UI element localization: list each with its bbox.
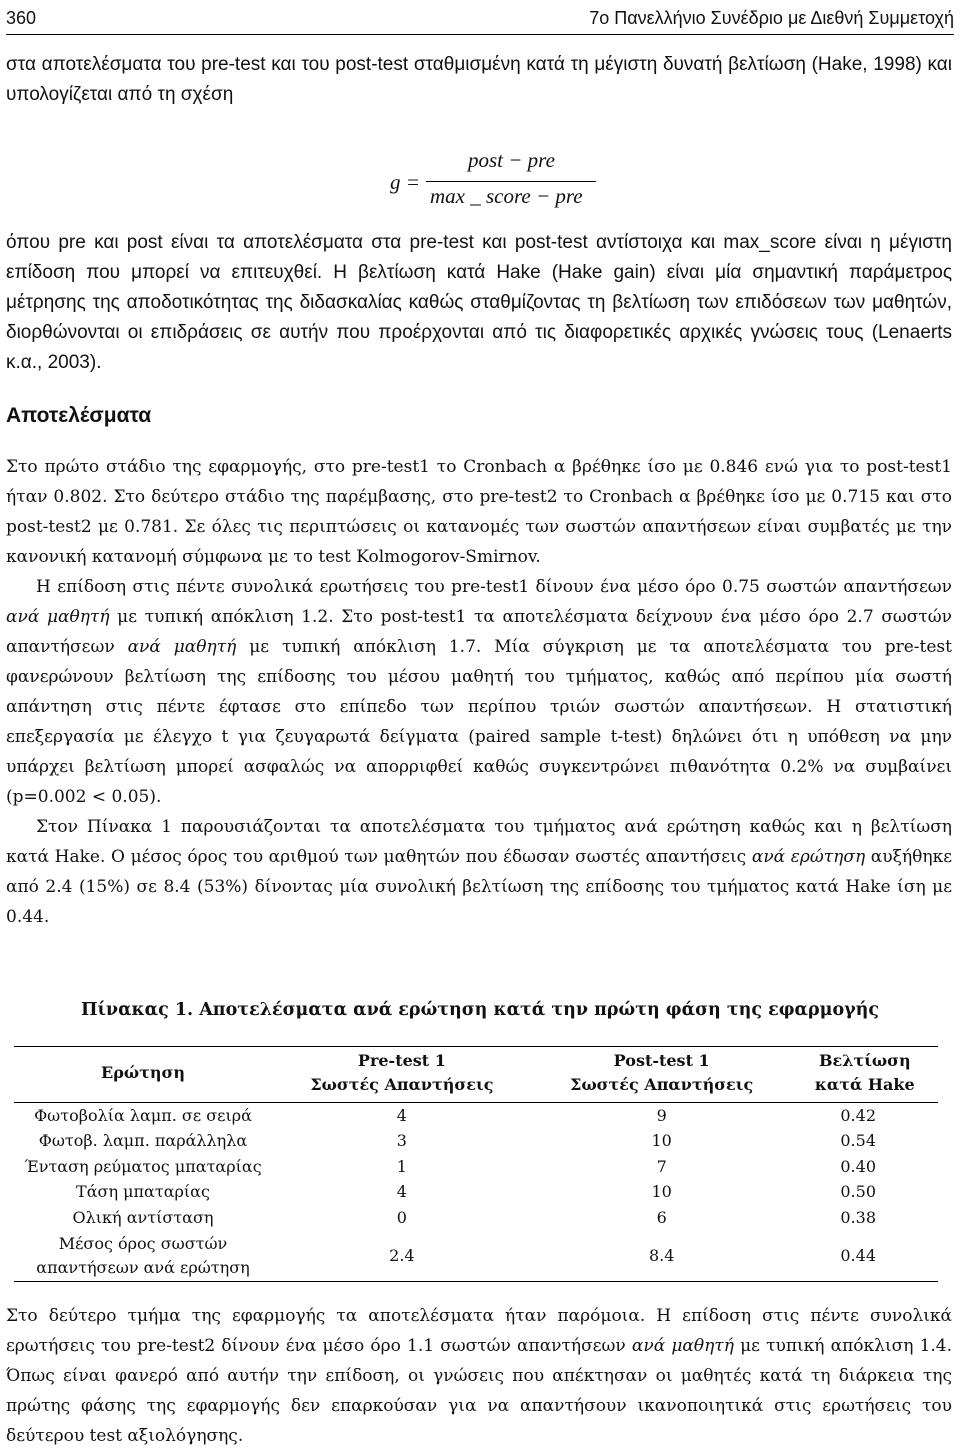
text-run: αυξήθηκε από 2.4 (15%) σε 8.4 (53%) δίνοντας μία συνολική βελτίωση της επίδοσης του τμήματος κατά Hake ίση με 0.44.	[6, 847, 952, 927]
table-row	[14, 1103, 938, 1129]
header-question: Ερώτηση	[101, 1063, 185, 1082]
italic-run: ανά μαθητή	[127, 637, 237, 657]
cell-hake: 0.50	[840, 1182, 876, 1202]
italic-run: ανά ερώτηση	[751, 847, 866, 867]
text-run: με τυπική απόκλιση 1.4. Όπως είναι φανερό από αυτήν την επίδοση, οι γνώσεις που απέκτησαν οι μαθητές κατά τη διάρκεια της πρώτης φάσης της εφαρμογής δεν επαρκούσαν για να απαντήσουν ικανοποιητικά στις ερωτήσεις του δεύτερου test αξιολόγησης.	[6, 1336, 953, 1446]
header-line: Pre-test 1	[357, 1051, 446, 1070]
cell-hake: 0.54	[840, 1131, 876, 1151]
header-rule	[6, 34, 954, 35]
header-line: Post-test 1	[613, 1051, 710, 1070]
final-paragraph	[6, 1301, 952, 1451]
italic-run: ανά μαθητή	[631, 1336, 734, 1356]
results-paragraph-2	[6, 572, 952, 812]
cell-post: 8.4	[648, 1245, 675, 1265]
cell-pre: 2.4	[389, 1245, 415, 1265]
formula-lhs: g =	[390, 170, 420, 194]
cell-pre: 4	[396, 1182, 407, 1202]
definition-paragraph: όπου pre και post είναι τα αποτελέσματα στα pre-test και post-test αντίστοιχα και max_score είναι η μέγιστη επίδοση που μπορεί να επιτευχθεί. Η βελτίωση κατά Hake (Hake gain) είναι μία σημαντική παράμετρος μέτρησης της αποδοτικότητας της διδασκαλίας καθώς σταθμίζοντας τη βελτίωση των επιδόσεων των μαθητών, διορθώνονται οι επιδράσεις σε αυτήν που προέρχονται από τις διαφορετικές αρχικές γνώσεις τους (Lenaerts κ.α., 2003).	[6, 232, 952, 373]
header-line: Βελτίωση	[818, 1051, 911, 1070]
page-header	[6, 4, 954, 34]
cell-pre: 4	[396, 1105, 407, 1125]
cell-hake: 0.44	[840, 1245, 876, 1265]
formula-denominator: max _ score − pre	[430, 184, 583, 208]
cell-post: 10	[651, 1182, 672, 1202]
cell-question: Ένταση ρεύματος μπαταρίας	[24, 1156, 262, 1176]
cell-pre: 3	[396, 1131, 407, 1151]
table-row	[14, 1180, 938, 1206]
cell-pre: 0	[396, 1207, 407, 1227]
page-number: 360	[6, 8, 37, 28]
fraction-bar	[426, 181, 596, 182]
header-line: Σωστές Απαντήσεις	[570, 1075, 754, 1094]
results-paragraph-1: Στο πρώτο στάδιο της εφαρμογής, στο pre-test1 το Cronbach α βρέθηκε ίσο με 0.846 ενώ για το post-test1 ήταν 0.802. Στο δεύτερο στάδιο της παρέμβασης, στο pre-test2 το Cronbach α βρέθηκε ίσο με 0.715 και στο post-test2 με 0.781. Σε όλες τις περιπτώσεις οι κατανομές των σωστών απαντήσεων είναι συμβατές με την κανονική κατανομή σύμφωνα με το test Kolmogorov-Smirnov.	[6, 457, 952, 567]
results-paragraph-3	[6, 812, 952, 932]
header-pretest	[272, 1047, 532, 1103]
text-run: Στον Πίνακα 1 παρουσιάζονται τα αποτελέσματα του τμήματος ανά ερώτηση καθώς και η βελτίωση κατά Hake. Ο μέσος όρος του αριθμού των μαθητών που έδωσαν σωστές απαντήσεις	[6, 817, 952, 867]
header-line: κατά Hake	[814, 1075, 915, 1094]
text-run: με τυπική απόκλιση 1.7. Μία σύγκριση με τα αποτελέσματα του pre-test φανερώνουν βελτίωση της επίδοσης του μέσου μαθητή του τμήματος, καθώς από περίπου μία σωστή απάντηση στις πέντε έφτασε στο επίπεδο των περίπου τριών σωστών απαντήσεων. Η στατιστική επεξεργασία με έλεγχο t για ζευγαρωτά δείγματα (paired sample t-test) δηλώνει ότι η υπόθεση να μην υπάρχει βελτίωση μπορεί ασφαλώς να απορριφθεί καθώς συγκεντρώνει πιθανότητα 0.2% να συμβαίνει (p=0.002 < 0.05).	[6, 637, 952, 807]
results-body	[6, 452, 952, 932]
header-posttest	[532, 1047, 792, 1103]
cell-hake: 0.40	[840, 1156, 876, 1176]
cell-pre: 1	[396, 1156, 407, 1176]
table-row-mean	[14, 1231, 938, 1282]
header-line: Σωστές Απαντήσεις	[310, 1075, 494, 1094]
cell-post: 9	[656, 1105, 667, 1125]
results-table	[14, 1046, 938, 1282]
cell-line: Μέσος όρος σωστών	[58, 1233, 228, 1253]
table-row	[14, 1205, 938, 1231]
formula-numerator: post − pre	[468, 148, 555, 172]
table-caption: Πίνακας 1. Αποτελέσματα ανά ερώτηση κατά την πρώτη φάση της εφαρμογής	[80, 1000, 880, 1020]
table-header-row	[14, 1047, 938, 1103]
text-run: Η επίδοση στις πέντε συνολικά ερωτήσεις του pre-test1 δίνουν ένα μέσο όρο 0.75 σωστών απαντήσεων	[36, 577, 952, 597]
hake-gain-formula	[390, 148, 610, 218]
table-row	[14, 1154, 938, 1180]
cell-line: απαντήσεων ανά ερώτηση	[36, 1257, 250, 1277]
cell-question: Φωτοβ. λαμπ. παράλληλα	[38, 1131, 248, 1151]
cell-post: 6	[656, 1207, 667, 1227]
cell-question	[14, 1231, 272, 1282]
text-run: Στο δεύτερο τμήμα της εφαρμογής τα αποτελέσματα ήταν παρόμοια. Η επίδοση στις πέντε συνολικά ερωτήσεις του pre-test2 δίνουν ένα μέσο όρο 1.1 σωστών απαντήσεων	[6, 1306, 952, 1356]
cell-hake: 0.42	[840, 1105, 876, 1125]
cell-question: Ολική αντίσταση	[72, 1207, 214, 1227]
section-title-results: Αποτελέσματα	[6, 404, 152, 427]
intro-paragraph: στα αποτελέσματα του pre-test και του post-test σταθμισμένη κατά τη μέγιστη δυνατή βελτίωση (Hake, 1998) και υπολογίζεται από τη σχέση	[6, 54, 952, 105]
cell-post: 10	[651, 1131, 672, 1151]
cell-question: Τάση μπαταρίας	[76, 1182, 210, 1202]
text-run: με τυπική απόκλιση 1.2. Στο post-test1 τα αποτελέσματα δείχνουν ένα μέσο όρο 2.7 σωστών απαντήσεων	[6, 607, 952, 657]
header-hake-gain	[792, 1047, 938, 1103]
cell-question: Φωτοβολία λαμπ. σε σειρά	[34, 1105, 252, 1125]
running-title: 7ο Πανελλήνιο Συνέδριο με Διεθνή Συμμετοχή	[589, 8, 954, 28]
cell-hake: 0.38	[840, 1207, 876, 1227]
italic-run: ανά μαθητή	[6, 607, 110, 627]
table-row	[14, 1129, 938, 1155]
cell-post: 7	[656, 1156, 667, 1176]
